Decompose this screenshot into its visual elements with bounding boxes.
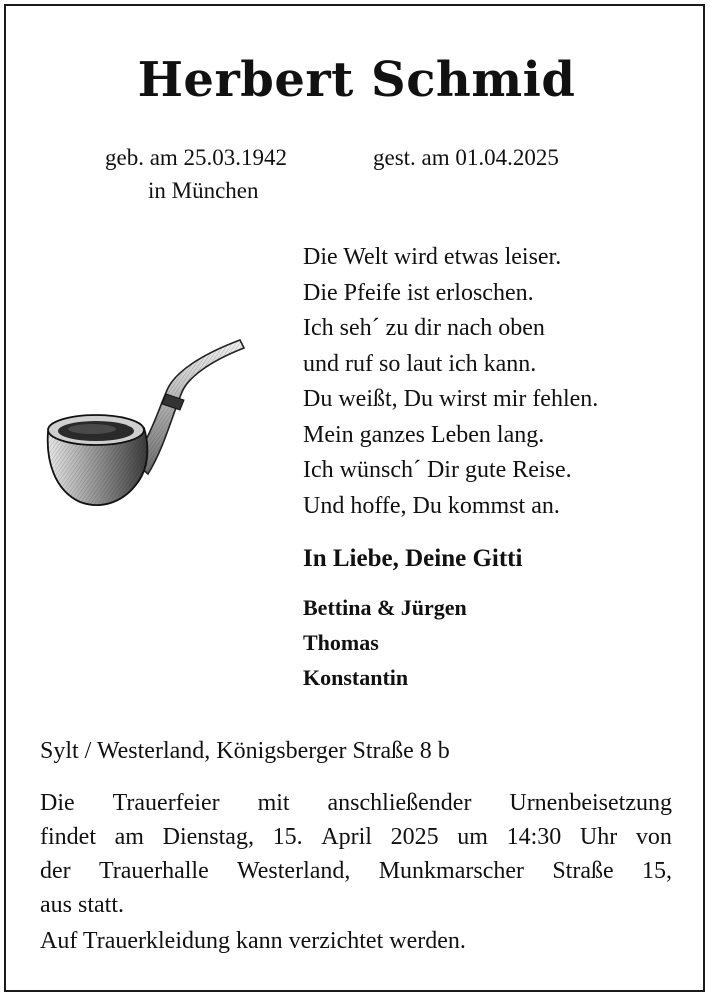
signature: In Liebe, Deine Gitti <box>303 545 523 572</box>
ceremony-text <box>40 786 672 922</box>
ceremony-line: aus statt. <box>40 892 124 918</box>
poem-line: und ruf so laut ich kann. <box>303 350 537 377</box>
poem <box>303 240 598 524</box>
dress-note: Auf Trauerkleidung kann verzichtet werden. <box>40 928 466 954</box>
poem-line: Die Welt wird etwas leiser. <box>303 244 562 270</box>
ceremony-line: findet am Dienstag, 15. April 2025 um 14:30 Uhr von <box>40 824 672 850</box>
family-member: Thomas <box>303 630 379 655</box>
poem-line: Ich wünsch´ Dir gute Reise. <box>303 457 572 483</box>
birth-place: in München <box>148 178 259 203</box>
poem-line: Du weißt, Du wirst mir fehlen. <box>303 386 599 412</box>
tobacco-pipe-icon <box>40 330 250 515</box>
family-member: Bettina & Jürgen <box>303 595 467 620</box>
poem-line: Und hoffe, Du kommst an. <box>303 492 560 519</box>
family-list <box>303 590 467 695</box>
poem-line: Mein ganzes Leben lang. <box>303 421 545 448</box>
birth-date: geb. am 25.03.1942 <box>105 145 288 170</box>
family-member: Konstantin <box>303 665 409 690</box>
ceremony-line: der Trauerhalle Westerland, Munkmarscher Straße 15, <box>40 858 672 884</box>
deceased-name: Herbert Schmid <box>137 52 576 108</box>
poem-line: Die Pfeife ist erloschen. <box>303 279 534 306</box>
poem-line: Ich seh´ zu dir nach oben <box>303 315 545 341</box>
ceremony-line: Die Trauerfeier mit anschließender Urnenbeisetzung <box>40 790 672 816</box>
address: Sylt / Westerland, Königsberger Straße 8 b <box>40 738 450 764</box>
death-date: gest. am 01.04.2025 <box>373 145 559 170</box>
